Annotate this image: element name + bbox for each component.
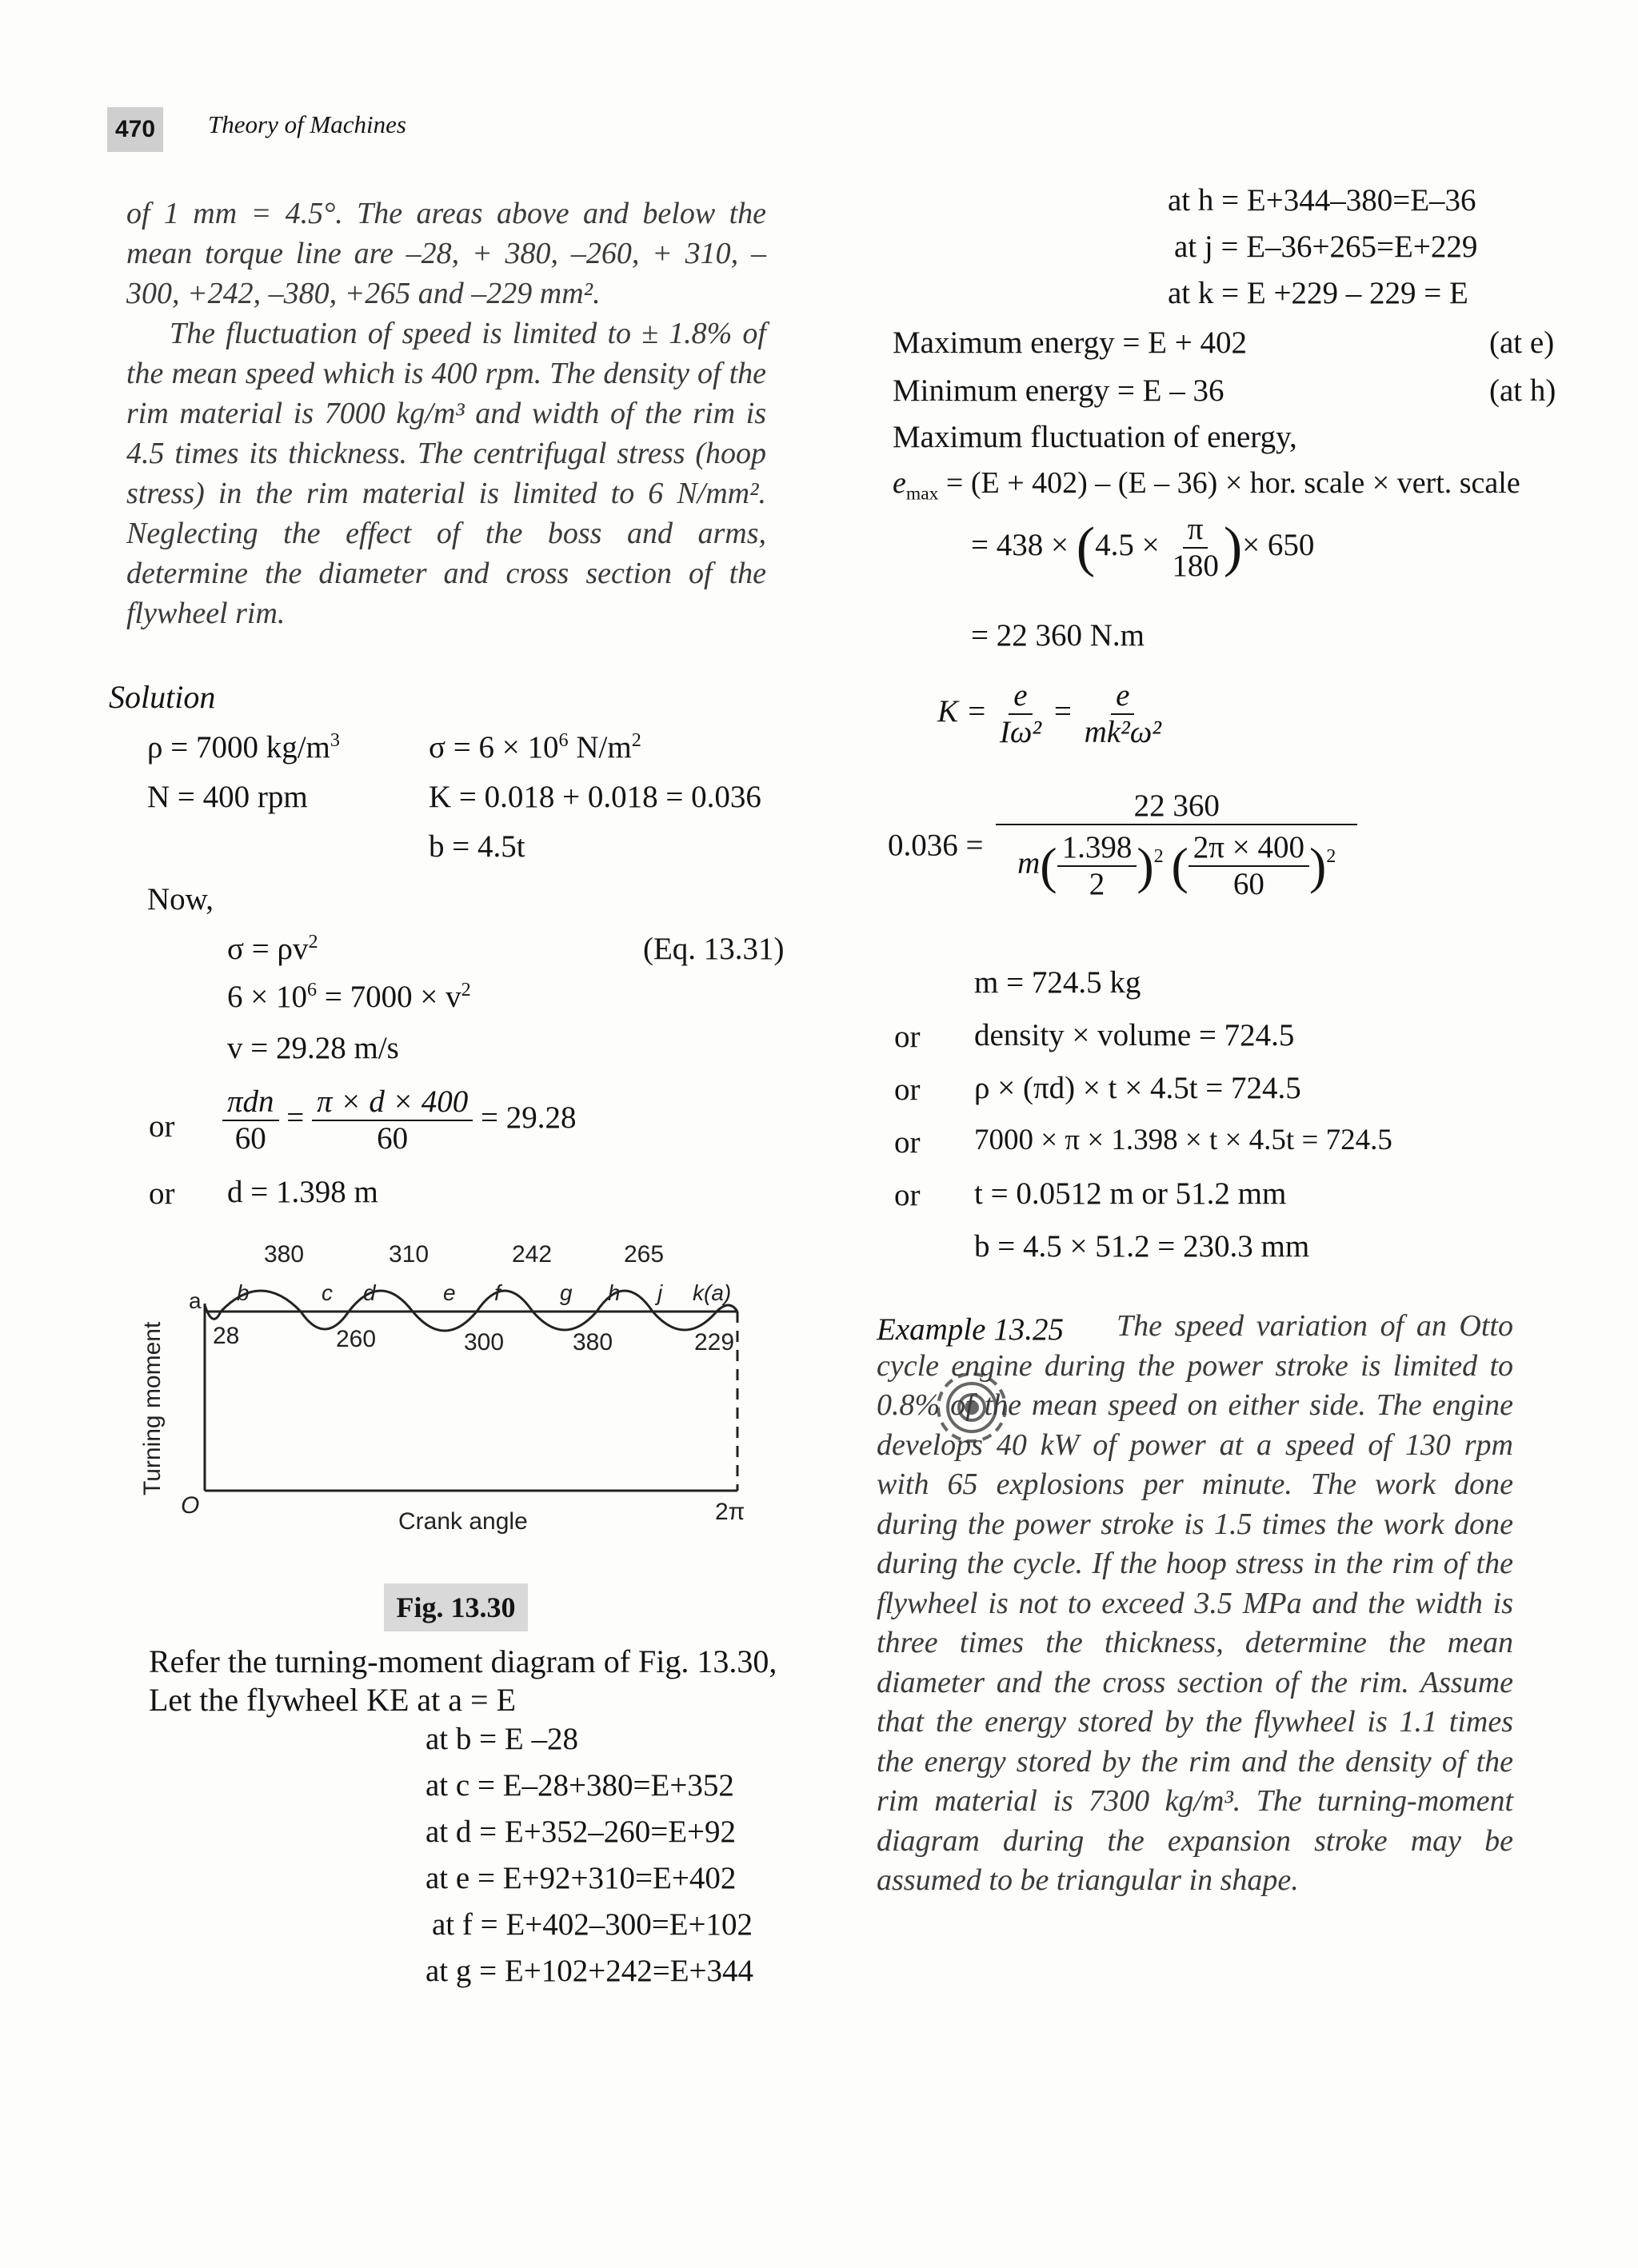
example-statement: The speed variation of an Otto cycle engine during the power stroke is limited to 0.8% of the mean speed on either side. The engine develops 40 kW of power at a speed of 130 rpm with 65 explosions per minute. The work done during the power stroke is 1.5 times the work done during the cycle. If the hoop stress in the rim of the flywheel is not to exceed 3.5 MPa and the width is three times the thickness, determine the mean diameter and the cross section of the rim. Assume that the energy stored by the flywheel is 1.1 times the energy stored by the rim and the density of the rim material is 7300 kg/m³. The turning-moment diagram during the expansion stroke may be assumed to be triangular in shape. <box>877 1309 1513 1897</box>
max-fluctuation-heading: Maximum fluctuation of energy, <box>893 420 1297 454</box>
page-number: 470 <box>107 107 163 152</box>
energy-at-f: at f = E+402–300=E+102 <box>432 1907 753 1942</box>
energy-at-g: at g = E+102+242=E+344 <box>425 1954 754 1988</box>
energy-at-e: at e = E+92+310=E+402 <box>425 1861 737 1895</box>
problem-para-1: of 1 mm = 4.5°. The areas above and below the mean torque line are –28, + 380, –260, + 310, –300, +242, –380, +265 and –229 mm². <box>126 197 766 310</box>
problem-statement <box>126 194 766 633</box>
given-N: N = 400 rpm <box>147 780 308 814</box>
area-below-260: 260 <box>336 1326 377 1352</box>
K-definition: K = $\frac{e}{\text{Iω²}}$ = $\frac{e}{\text{mk²ω²}}$ <box>937 678 1161 749</box>
example-label: Example 13.25 <box>877 1312 1064 1347</box>
point-label-f: f <box>494 1280 501 1305</box>
or-label: or <box>894 1125 921 1160</box>
emax-expression: $e_{max} = (E + 402) - (E - 36)$ × hor. scale × vert. scale <box>893 466 1520 505</box>
refer-line-1: Refer the turning-moment diagram of Fig. 13.30, <box>149 1643 777 1679</box>
or-label: or <box>894 1020 921 1054</box>
point-label-h: h <box>608 1280 621 1305</box>
width-result: b = 4.5 × 51.2 = 230.3 mm <box>974 1229 1310 1264</box>
density-volume: density × volume = 724.5 <box>974 1018 1295 1052</box>
area-below-28: 28 <box>213 1323 240 1349</box>
figure-label: Fig. 13.30 <box>384 1583 528 1631</box>
mass-result: m = 724.5 kg <box>974 965 1141 1000</box>
area-above-242: 242 <box>512 1241 553 1268</box>
point-label-e: e <box>443 1280 456 1305</box>
energy-at-j: at j = E–36+265=E+229 <box>1174 230 1478 264</box>
area-below-380: 380 <box>573 1329 613 1356</box>
emax-numeric: = 438 × (4.5 × $\frac{\pi}{180}$ )× 650 <box>971 512 1315 583</box>
eq-diameter-fraction: $\frac{\text{πdn}}{60}$ = $\frac{\pi \times d \times 400}{60}$ = 29.28 <box>222 1084 576 1156</box>
max-energy: Maximum energy = E + 402 <box>893 325 1247 360</box>
min-energy-location: (at h) <box>1489 373 1556 408</box>
given-K: K = 0.018 + 0.018 = 0.036 <box>429 780 761 814</box>
now-label: Now, <box>147 882 214 916</box>
running-head: Theory of Machines <box>208 110 406 138</box>
energy-at-b: at b = E –28 <box>425 1722 578 1756</box>
area-below-300: 300 <box>464 1329 505 1356</box>
or-label: or <box>149 1176 175 1211</box>
K-substitution: 0.036 = 22 360 m( $\frac{1.398}{2}$ )$^2$ ( $\frac{2\pi \times 400}{60}$ )$^2$ <box>888 789 1357 902</box>
energy-at-c: at c = E–28+380=E+352 <box>425 1768 734 1803</box>
area-above-265: 265 <box>624 1241 665 1268</box>
origin-label: O <box>181 1492 200 1519</box>
energy-at-h: at h = E+344–380=E–36 <box>1168 183 1476 218</box>
thickness-result: t = 0.0512 m or 51.2 mm <box>974 1176 1287 1211</box>
x-axis-label: Crank angle <box>398 1508 528 1535</box>
eq-ref: (Eq. 13.31) <box>643 932 785 966</box>
refer-line-2: Let the flywheel KE at a = E <box>149 1682 517 1718</box>
rho-expression: ρ × (πd) × t × 4.5t = 724.5 <box>974 1071 1301 1105</box>
given-b: b = 4.5t <box>429 829 525 864</box>
point-label-k: k(a) <box>693 1280 732 1305</box>
point-label-g: g <box>560 1280 573 1305</box>
eq-substitution: $6 \times 10^6 = 7000 \times v^2$ <box>227 979 471 1014</box>
max-energy-location: (at e) <box>1489 325 1555 360</box>
min-energy: Minimum energy = E – 36 <box>893 373 1225 408</box>
point-label-c: c <box>322 1280 333 1305</box>
numeric-expression: 7000 × π × 1.398 × t × 4.5t = 724.5 <box>974 1124 1392 1156</box>
point-label-a: a <box>189 1288 202 1313</box>
problem-para-2: The fluctuation of speed is limited to ± 1.8% of the mean speed which is 400 rpm. The density of the rim material is 7000 kg/m³ and width of the rim is 4.5 times its thickness. The centrifugal stress (hoop stress) in the rim material is limited to 6 N/mm². Neglecting the effect of the boss and arms, determine the diameter and cross section of the flywheel rim. <box>126 317 766 630</box>
point-label-j: j <box>657 1280 663 1305</box>
y-axis-label: Turning moment <box>139 1321 166 1495</box>
eq-d-result: d = 1.398 m <box>227 1175 378 1209</box>
given-rho: ρ = 7000 $kg/m^3$ <box>147 729 340 765</box>
or-label: or <box>894 1072 921 1107</box>
given-sigma: $\sigma = 6 \times 10^6$ $N/m^2$ <box>429 729 641 765</box>
or-label: or <box>894 1178 921 1212</box>
end-label-2pi: 2π <box>715 1499 745 1525</box>
or-label: or <box>149 1109 175 1144</box>
turning-moment-diagram <box>136 1232 792 1551</box>
energy-at-d: at d = E+352–260=E+92 <box>425 1815 737 1849</box>
point-label-d: d <box>363 1280 376 1305</box>
eq-velocity: v = 29.28 m/s <box>227 1031 399 1065</box>
eq-sigma: $\sigma = \rho v^2$ <box>227 931 318 966</box>
point-label-b: b <box>237 1280 250 1305</box>
area-below-229: 229 <box>694 1329 735 1356</box>
area-above-310: 310 <box>389 1241 429 1268</box>
energy-at-k: at k = E +229 – 229 = E <box>1168 276 1468 310</box>
area-above-380: 380 <box>264 1241 305 1268</box>
solution-heading: Solution <box>109 679 216 715</box>
emax-result: = 22 360 N.m <box>971 618 1145 653</box>
